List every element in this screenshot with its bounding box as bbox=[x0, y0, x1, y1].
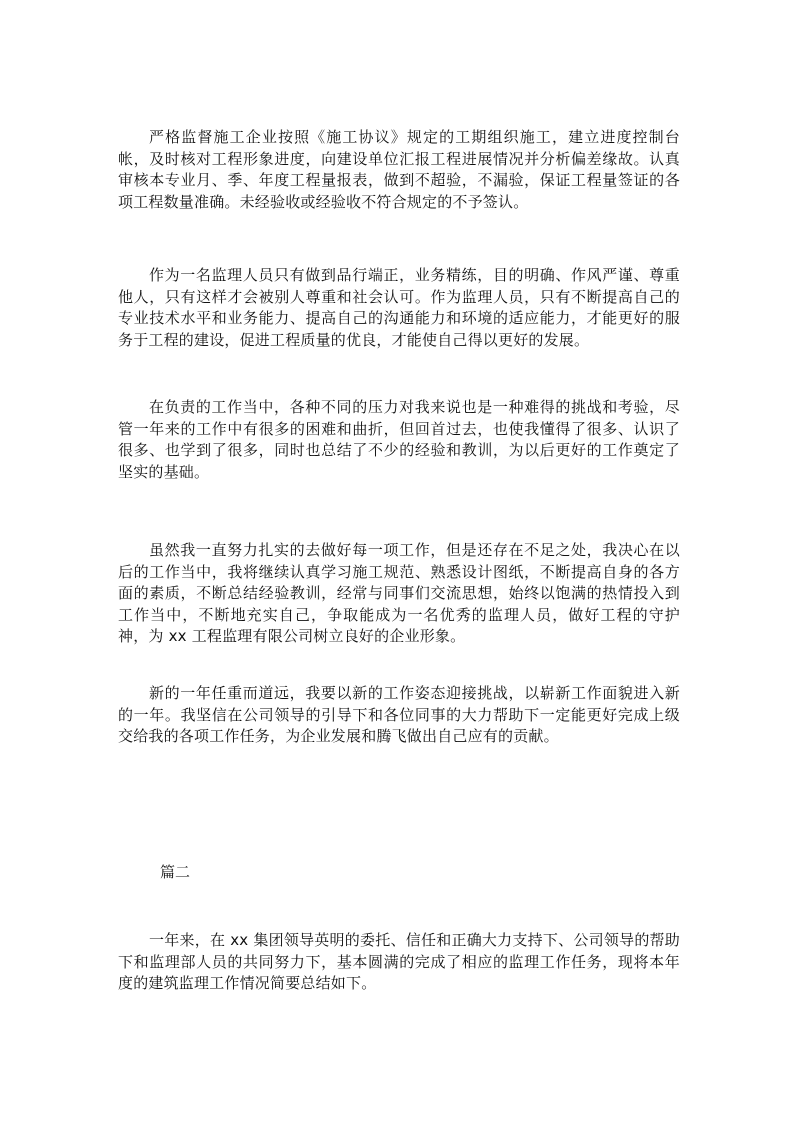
paragraph-work-challenges: 在负责的工作当中，各种不同的压力对我来说也是一种难得的挑战和考验，尽管一年来的工作中有很多的困难和曲折，但回首过去，也使我懂得了很多、认识了很多、也学到了很多，同时也总结了不少的经验和教训，为以后更好的工作奠定了坚实的基础。 bbox=[118, 398, 680, 481]
paragraph-progress-control: 严格监督施工企业按照《施工协议》规定的工期组织施工，建立进度控制台帐，及时核对工程形象进度，向建设单位汇报工程进展情况并分析偏差缘故。认真审核本专业月、季、年度工程量报表，做到不超验，不漏验，保证工程量签证的各项工程数量准确。未经验收或经验收不符合规定的不予签认。 bbox=[118, 128, 680, 211]
paragraph-future-improvement: 虽然我一直努力扎实的去做好每一项工作，但是还存在不足之处，我决心在以后的工作当中，我将继续认真学习施工规范、熟悉设计图纸，不断提高自身的各方面的素质，不断总结经验教训，经常与同事们交流思想，始终以饱满的热情投入到工作当中，不断地充实自己，争取能成为一名优秀的监理人员，做好工程的守护神，为 xx 工程监理有限公司树立良好的企业形象。 bbox=[118, 541, 680, 645]
paragraph-new-year-goals: 新的一年任重而道远，我要以新的工作姿态迎接挑战，以崭新工作面貌进入新的一年。我坚信在公司领导的引导下和各位同事的大力帮助下一定能更好完成上级交给我的各项工作任务，为企业发展和腾飞做出自己应有的贡献。 bbox=[118, 684, 680, 745]
paragraph-personal-conduct: 作为一名监理人员只有做到品行端正，业务精练，目的明确、作风严谨、尊重他人，只有这样才会被别人尊重和社会认可。作为监理人员，只有不断提高自己的专业技术水平和业务能力、提高自己的沟通能力和环境的适应能力，才能更好的服务于工程的建设，促进工程质量的优良，才能使自己得以更好的发展。 bbox=[118, 266, 680, 349]
section-heading: 篇二 bbox=[160, 863, 191, 881]
paragraph-annual-summary-intro: 一年来，在 xx 集团领导英明的委托、信任和正确大力支持下、公司领导的帮助下和监理部人员的共同努力下，基本圆满的完成了相应的监理工作任务，现将本年度的建筑监理工作情况简要总结如下。 bbox=[118, 931, 680, 992]
